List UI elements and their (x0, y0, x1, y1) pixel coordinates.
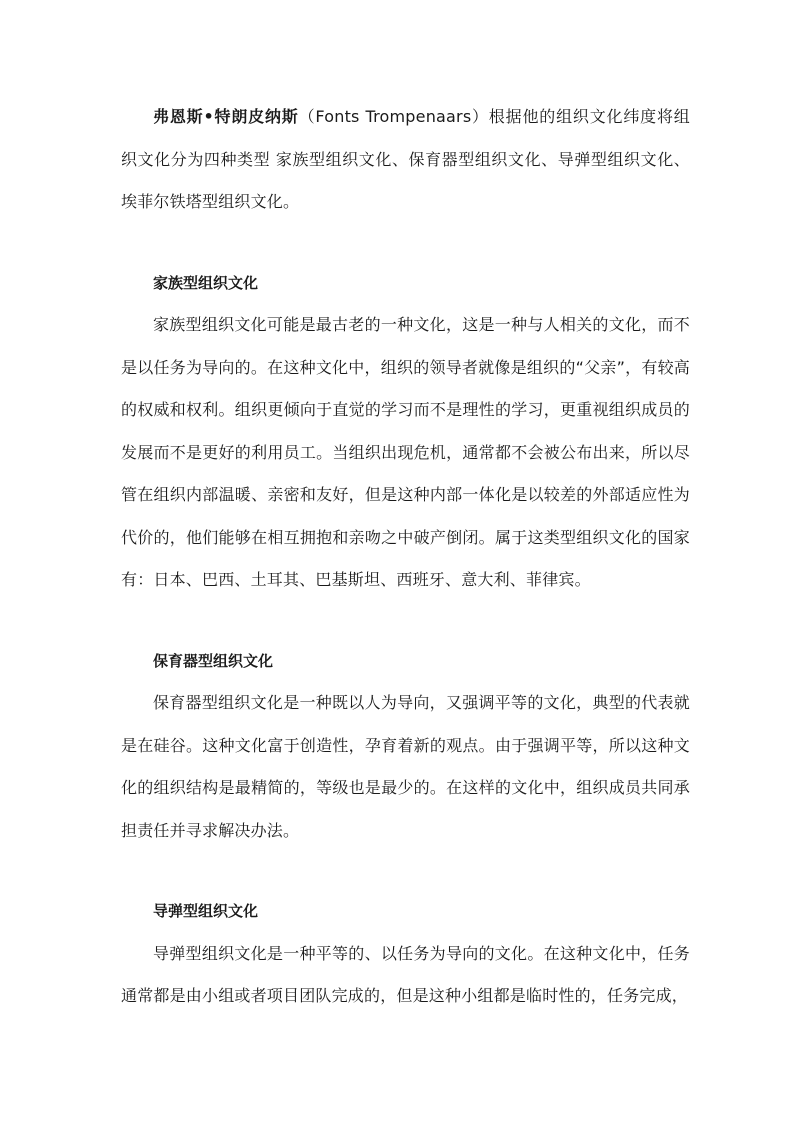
author-name: 弗恩斯•特朗皮纳斯 (153, 107, 299, 126)
section-body: 导弹型组织文化是一种平等的、以任务为导向的文化。在这种文化中，任务通常都是由小组或者项目团队完成的，但是这种小组都是临时性的，任务完成， (121, 943, 690, 1005)
section-body: 家族型组织文化可能是最古老的一种文化，这是一种与人相关的文化，而不是以任务为导向的。在这种文化中，组织的领导者就像是组织的“父亲”，有较高的权威和权利。组织更倾向于直觉的学习而不是理性的学习，更重视组织成员的发展而不是更好的利用员工。当组织出现危机，通常都不会被公布出来，所以尽管在组织内部温暖、亲密和友好，但是这种内部一体化是以较差的外部适应性为代价的，他们能够在相互拥抱和亲吻之中破产倒闭。属于这类型组织文化的国家有：日本、巴西、土耳其、巴基斯坦、西班牙、意大利、菲律宾。 (121, 315, 690, 589)
intro-paragraph (121, 96, 690, 224)
section-missile-culture (121, 890, 690, 1018)
section-incubator-culture (121, 640, 690, 853)
intro-text: （Fonts Trompenaars）根据他的组织文化纬度将组织文化分为四种类型 家族型组织文化、保育器型组织文化、导弹型组织文化、埃菲尔铁塔型组织文化。 (121, 107, 690, 211)
section-body: 保育器型组织文化是一种既以人为导向，又强调平等的文化，典型的代表就是在硅谷。这种文化富于创造性，孕育着新的观点。由于强调平等，所以这种文化的组织结构是最精简的，等级也是最少的。在这样的文化中，组织成员共同承担责任并寻求解决办法。 (121, 693, 690, 840)
section-heading: 家族型组织文化 (153, 273, 259, 292)
section-heading: 导弹型组织文化 (153, 902, 259, 920)
section-family-culture (121, 262, 690, 602)
section-heading: 保育器型组织文化 (153, 651, 274, 670)
